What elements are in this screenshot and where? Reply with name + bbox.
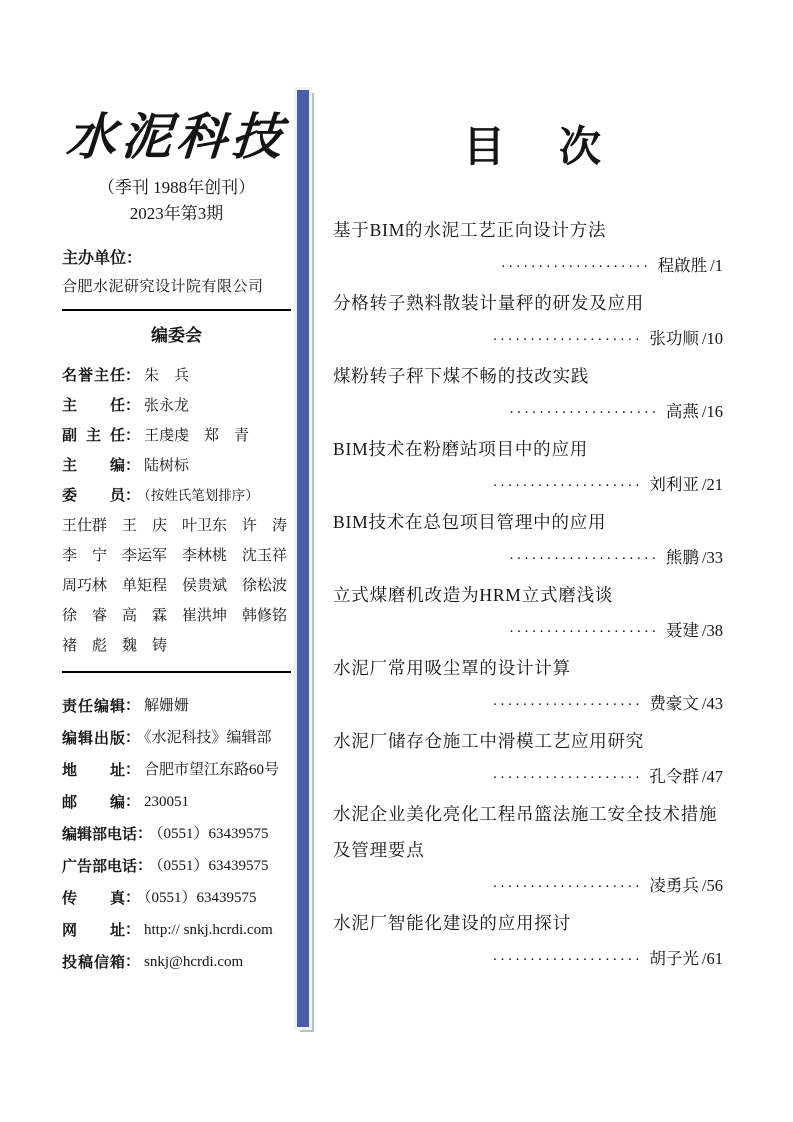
toc-entry-page: /33 <box>701 548 723 567</box>
toc-entry-author: 高燕 <box>665 402 699 421</box>
toc-entry-page: /56 <box>701 876 723 895</box>
role-label: 主任 <box>62 397 125 414</box>
toc-entry-title: 水泥厂智能化建设的应用探讨 <box>333 913 571 933</box>
toc-entry-title: 水泥厂常用吸尘罩的设计计算 <box>333 658 571 678</box>
toc-entry <box>333 431 737 504</box>
pub-value: 230051 <box>144 794 190 810</box>
toc-entry-author: 胡子光 <box>649 949 699 968</box>
leader-dots: ···················· <box>492 879 643 895</box>
leader-dots: ···················· <box>509 405 659 421</box>
member-row: 周巧林 单矩程 侯贵斌 徐松波 <box>62 578 288 594</box>
colon: ： <box>125 889 141 906</box>
pub-label: 地址 <box>62 762 125 779</box>
role-value: 陆树标 <box>144 458 190 474</box>
colon: ： <box>125 921 141 938</box>
colon: ： <box>125 953 141 970</box>
divider-line-top <box>62 309 291 311</box>
table-of-contents <box>333 120 737 978</box>
pub-label: 广告部电话 <box>62 858 138 875</box>
pub-label: 投稿信箱 <box>62 954 125 971</box>
colon: ： <box>125 697 141 714</box>
toc-entry-author: 费豪文 <box>649 694 699 713</box>
pub-row <box>62 690 291 722</box>
member-row: 褚 彪 魏 铸 <box>62 638 168 654</box>
toc-entry-title: BIM技术在粉磨站项目中的应用 <box>333 439 589 459</box>
toc-entry-authorline <box>333 613 737 650</box>
divider-line-bottom <box>62 671 291 673</box>
toc-entry-title-line2: 及管理要点 <box>333 840 425 860</box>
toc-entry-title: 基于BIM的水泥工艺正向设计方法 <box>333 220 607 240</box>
vertical-divider-bar <box>297 90 309 1027</box>
role-row <box>62 481 291 511</box>
role-value: （按姓氏笔划排序） <box>144 488 259 503</box>
toc-entry-title: BIM技术在总包项目管理中的应用 <box>333 512 607 532</box>
role-row <box>62 451 291 481</box>
sponsor-name: 合肥水泥研究设计院有限公司 <box>62 279 264 295</box>
committee-members <box>62 511 291 661</box>
pub-label: 编辑出版 <box>62 730 125 747</box>
toc-entry-author: 程啟胜 <box>657 256 708 275</box>
toc-entry-page: /21 <box>701 475 723 494</box>
toc-entry-title: 煤粉转子秤下煤不畅的技改实践 <box>333 366 590 386</box>
toc-entry-page: /38 <box>701 621 723 640</box>
colon: ： <box>125 487 141 504</box>
leader-dots: ···················· <box>500 259 651 275</box>
pub-value: 合肥市望江东路60号 <box>144 762 280 778</box>
toc-entry-authorline <box>333 868 737 905</box>
toc-entry <box>333 358 737 431</box>
pub-value: （0551）63439575 <box>156 858 269 874</box>
toc-entry-authorline <box>333 759 737 796</box>
pub-label: 邮编 <box>62 794 125 811</box>
pub-value: snkj@hcrdi.com <box>144 954 244 970</box>
journal-subtitle: （季刊 1988年创刊） <box>97 178 256 197</box>
toc-entry-authorline <box>333 321 737 358</box>
journal-title: 水泥科技 <box>64 109 289 165</box>
colon: ： <box>137 857 153 874</box>
toc-entry <box>333 905 737 978</box>
pub-value: http:// snkj.hcrdi.com <box>144 922 273 938</box>
role-label: 名誉主任 <box>62 367 125 384</box>
colon: ： <box>125 397 141 414</box>
toc-entry-authorline <box>333 248 737 285</box>
colon: ： <box>125 761 141 778</box>
member-row: 王仕群 王 庆 叶卫东 许 涛 <box>62 518 288 534</box>
pub-row <box>62 946 291 978</box>
toc-entry-page: /16 <box>701 402 723 421</box>
role-value: 朱 兵 <box>144 368 190 384</box>
role-value: 张永龙 <box>144 398 190 414</box>
toc-entry-title: 立式煤磨机改造为HRM立式磨浅谈 <box>333 585 614 605</box>
pub-row <box>62 882 291 914</box>
colon: ： <box>125 457 141 474</box>
role-row <box>62 361 291 391</box>
toc-entry-page: /61 <box>701 949 723 968</box>
toc-entry-page: /43 <box>701 694 723 713</box>
toc-entry <box>333 504 737 577</box>
role-row <box>62 421 291 451</box>
role-value: 王虔虔 郑 青 <box>144 428 250 444</box>
toc-entry-author: 聂建 <box>665 621 699 640</box>
toc-entry <box>333 723 737 796</box>
toc-entry-title: 水泥厂储存仓施工中滑模工艺应用研究 <box>333 731 645 751</box>
toc-entry <box>333 285 737 358</box>
toc-entry-author: 熊鹏 <box>665 548 699 567</box>
leader-dots: ···················· <box>509 551 659 567</box>
editorial-board-roles <box>62 361 291 511</box>
pub-value: 《水泥科技》编辑部 <box>144 730 272 746</box>
pub-row <box>62 818 291 850</box>
toc-entry <box>333 577 737 650</box>
leader-dots: ···················· <box>492 332 643 348</box>
toc-entry <box>333 796 737 905</box>
toc-entry-page: /47 <box>701 767 723 786</box>
role-label: 委员 <box>62 487 125 504</box>
pub-label: 编辑部电话 <box>62 826 138 843</box>
toc-entry <box>333 212 737 285</box>
toc-entry-page: /1 <box>710 256 723 275</box>
pub-label: 责任编辑 <box>62 698 125 715</box>
leader-dots: ···················· <box>492 952 643 968</box>
toc-entry-page: /10 <box>701 329 723 348</box>
toc-entry-authorline <box>333 686 737 723</box>
toc-entry-author: 张功顺 <box>649 329 699 348</box>
leader-dots: ···················· <box>492 770 643 786</box>
leader-dots: ···················· <box>509 624 659 640</box>
pub-row <box>62 786 291 818</box>
colon: ： <box>137 825 153 842</box>
toc-entry-title: 分格转子熟料散装计量秤的研发及应用 <box>333 293 645 313</box>
toc-entry-authorline <box>333 394 737 431</box>
journal-issue: 2023年第3期 <box>129 204 224 223</box>
toc-entries <box>333 212 737 978</box>
pub-row <box>62 722 291 754</box>
toc-header: 目 次 <box>462 125 607 171</box>
editorial-board-header: 编委会 <box>151 326 202 345</box>
pub-label: 网址 <box>62 922 125 939</box>
pub-value: 解姗姗 <box>144 698 190 714</box>
publication-info <box>62 690 291 978</box>
left-column <box>62 106 291 978</box>
pub-row <box>62 850 291 882</box>
toc-entry-author: 孔令群 <box>649 767 699 786</box>
colon: ： <box>125 793 141 810</box>
pub-row <box>62 914 291 946</box>
leader-dots: ···················· <box>492 478 643 494</box>
leader-dots: ···················· <box>492 697 643 713</box>
colon: ： <box>125 729 141 746</box>
role-row <box>62 391 291 421</box>
colon: ： <box>125 427 141 444</box>
member-row: 李 宁 李运军 李林桃 沈玉祥 <box>62 548 288 564</box>
pub-value: （0551）63439575 <box>156 826 269 842</box>
pub-row <box>62 754 291 786</box>
toc-entry-title: 水泥企业美化亮化工程吊篮法施工安全技术措施 <box>333 804 718 824</box>
role-label: 主编 <box>62 457 125 474</box>
pub-value: （0551）63439575 <box>144 890 257 906</box>
role-label: 副 主 任 <box>62 427 125 444</box>
colon: ： <box>125 367 141 384</box>
toc-entry-authorline <box>333 540 737 577</box>
pub-label: 传真 <box>62 890 125 907</box>
toc-entry <box>333 650 737 723</box>
toc-entry-author: 刘利亚 <box>649 475 699 494</box>
sponsor-label: 主办单位： <box>62 250 143 267</box>
toc-entry-authorline <box>333 467 737 504</box>
toc-entry-author: 凌勇兵 <box>649 876 699 895</box>
member-row: 徐 睿 高 霖 崔洪坤 韩修铭 <box>62 608 288 624</box>
toc-entry-authorline <box>333 941 737 978</box>
